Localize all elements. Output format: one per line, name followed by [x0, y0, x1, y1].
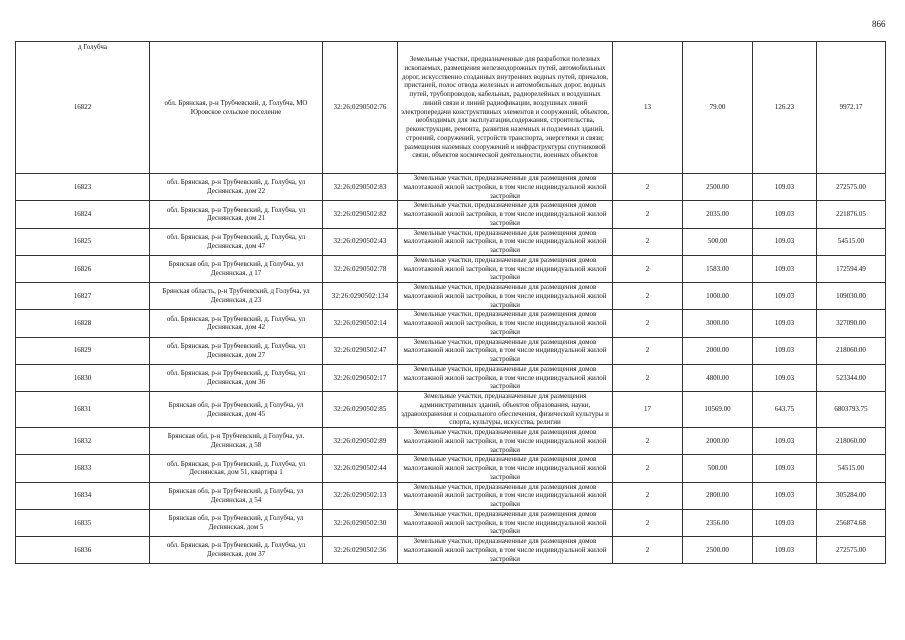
group-code-text: 2 — [645, 373, 650, 382]
unit-price-text: 109.03 — [774, 436, 795, 445]
unit-price — [753, 537, 817, 564]
row-id — [16, 392, 150, 428]
cadastral-value — [817, 228, 886, 255]
unit-price-text: 109.03 — [774, 346, 795, 355]
group-code-text: 13 — [644, 103, 651, 112]
land-purpose — [398, 310, 613, 337]
area-value — [683, 509, 753, 536]
group-code — [613, 310, 683, 337]
unit-price — [753, 174, 817, 201]
land-purpose — [398, 364, 613, 391]
address-cell-text: Брянская обл, р-н Трубчевский, д Голубча, ул Деснянская, дом 5 — [168, 514, 304, 531]
cadastral-number-text: 32:26:0290502:83 — [333, 182, 387, 191]
area-value — [683, 428, 753, 455]
address-cell — [150, 283, 323, 310]
unit-price — [753, 455, 817, 482]
land-purpose — [398, 42, 613, 174]
land-purpose — [398, 482, 613, 509]
land-purpose-text: Земельные участки, предназначенные для размещения домов малоэтажной жилой застройки, в том числе индивидуальной жилой застройки — [403, 428, 607, 454]
row-id-text: 16833 — [73, 464, 92, 472]
group-code — [613, 482, 683, 509]
group-code — [613, 428, 683, 455]
table-row — [16, 428, 886, 455]
land-purpose-text: Земельные участки, предназначенные для размещения домов малоэтажной жилой застройки, в том числе индивидуальной жилой застройки — [403, 228, 607, 254]
row-id-text: 16836 — [73, 545, 92, 554]
land-purpose-text: Земельные участки, предназначенные для размещения домов малоэтажной жилой застройки, в том числе индивидуальной жилой застройки — [403, 509, 607, 536]
land-purpose — [398, 174, 613, 201]
address-cell-text: Брянская область, р-н Трубчевский, д Голубча, ул Деснянская, д 23 — [162, 287, 310, 305]
table-row — [16, 174, 886, 201]
land-purpose — [398, 537, 613, 564]
land-purpose-text: Земельные участки, предназначенные для размещения административных зданий, объектов образования, науки, здравоохранения и социального обеспечения, физической культуры и спорта, культуры, искусства, религии — [401, 392, 609, 427]
cadastral-number-text: 32:26:0290502:13 — [333, 491, 387, 500]
group-code-text: 2 — [645, 182, 650, 191]
area-value-text: 2000.00 — [706, 436, 729, 445]
row-id-text: 16828 — [73, 319, 92, 327]
cadastral-number-text: 32:26:0290502:43 — [333, 237, 387, 246]
row-id — [16, 364, 150, 391]
cadastral-value-text: 172594.49 — [836, 264, 866, 273]
unit-price-text: 126.23 — [774, 103, 795, 112]
table-row — [16, 42, 886, 174]
cadastral-number-text: 32:26:0290502:76 — [333, 103, 387, 112]
group-code — [613, 537, 683, 564]
row-id-text: 16832 — [73, 436, 92, 445]
address-cell-text: Брянская обл, р-н Трубчевский, д Голубча, ул Деснянская, д 17 — [168, 260, 304, 277]
group-code — [613, 228, 683, 255]
area-value — [683, 228, 753, 255]
group-code — [613, 255, 683, 282]
row-id-text: 16827 — [73, 291, 92, 300]
unit-price-text: 109.03 — [774, 237, 795, 246]
address-cell — [150, 455, 323, 482]
address-cell-text: обл. Брянская, р-н Трубчевский, д. Голубча, ул Деснянская, дом 36 — [166, 369, 306, 386]
unit-price — [753, 428, 817, 455]
group-code-text: 2 — [645, 291, 650, 300]
area-value-text: 2356.00 — [706, 518, 729, 527]
cadastral-number-text: 32:26:0290502:82 — [333, 210, 387, 218]
unit-price — [753, 228, 817, 255]
area-value-text: 1583.00 — [706, 264, 729, 273]
area-value — [683, 537, 753, 564]
group-code — [613, 392, 683, 428]
unit-price — [753, 509, 817, 536]
land-purpose-text: Земельные участки, предназначенные для размещения домов малоэтажной жилой застройки, в том числе индивидуальной жилой застройки — [403, 201, 607, 227]
land-purpose-text: Земельные участки, предназначенные для размещения домов малоэтажной жилой застройки, в том числе индивидуальной жилой застройки — [403, 283, 607, 309]
address-cell-text: обл. Брянская, р-н Трубчевский, д. Голубча, ул Деснянская, дом 51, квартира 1 — [166, 459, 306, 477]
cadastral-number — [323, 174, 398, 201]
land-purpose-text: Земельные участки, предназначенные для размещения домов малоэтажной жилой застройки, в том числе индивидуальной жилой застройки — [403, 337, 607, 363]
row-id-text: 16831 — [73, 405, 92, 414]
cadastral-value — [817, 337, 886, 364]
table-row — [16, 392, 886, 428]
table-row — [16, 537, 886, 564]
cadastral-number-text: 32:26:0290502:85 — [333, 405, 387, 414]
area-value-text: 2500.00 — [706, 182, 729, 191]
land-purpose-text: Земельные участки, предназначенные для размещения домов малоэтажной жилой застройки, в том числе индивидуальной жилой застройки — [403, 537, 607, 563]
address-cell — [150, 310, 323, 337]
table-row — [16, 509, 886, 536]
area-value-text: 2035.00 — [706, 210, 729, 218]
group-code — [613, 174, 683, 201]
row-id — [16, 201, 150, 228]
land-purpose-text: Земельные участки, предназначенные для размещения домов малоэтажной жилой застройки, в том числе индивидуальной жилой застройки — [403, 310, 607, 336]
area-value — [683, 201, 753, 228]
cadastral-value — [817, 42, 886, 174]
cadastral-value — [817, 201, 886, 228]
address-cell — [150, 364, 323, 391]
unit-price-text: 109.03 — [774, 319, 795, 327]
unit-price-text: 109.03 — [774, 545, 795, 554]
group-code-text: 2 — [645, 436, 650, 445]
group-code-text: 2 — [645, 491, 650, 500]
group-code-text: 2 — [645, 518, 650, 527]
unit-price — [753, 392, 817, 428]
address-cell-text: обл. Брянская, р-н Трубчевский, д. Голубча, ул Деснянская, дом 37 — [166, 541, 306, 559]
row-id — [16, 337, 150, 364]
group-code-text: 2 — [645, 464, 650, 472]
row-id-text: 16825 — [73, 237, 92, 246]
land-purpose — [398, 283, 613, 310]
unit-price — [753, 364, 817, 391]
address-cell-text: Брянская обл, р-н Трубчевский, д Голубча, ул Деснянская, д 54 — [168, 486, 304, 504]
unit-price-text: 109.03 — [774, 518, 795, 527]
row-id — [16, 509, 150, 536]
area-value-text: 4800.00 — [706, 373, 729, 382]
row-id-text: 16822 — [73, 103, 92, 112]
cadastral-value — [817, 174, 886, 201]
group-code — [613, 201, 683, 228]
row-id — [16, 174, 150, 201]
unit-price-text: 109.03 — [774, 291, 795, 300]
address-cell — [150, 228, 323, 255]
land-purpose — [398, 428, 613, 455]
cadastral-number — [323, 201, 398, 228]
land-purpose — [398, 509, 613, 536]
row-id-text: 16826 — [73, 264, 92, 273]
cadastral-number-text: 32:26:0290502:134 — [331, 291, 389, 300]
cadastral-value-text: 221876.05 — [836, 210, 866, 218]
area-value-text: 2800.00 — [706, 491, 729, 500]
unit-price — [753, 255, 817, 282]
land-purpose-text: Земельные участки, предназначенные для размещения домов малоэтажной жилой застройки, в том числе индивидуальной жилой застройки — [403, 364, 607, 391]
unit-price — [753, 42, 817, 174]
unit-price — [753, 201, 817, 228]
cadastral-value — [817, 392, 886, 428]
page-number: 866 — [872, 19, 886, 29]
address-cell — [150, 509, 323, 536]
cadastral-number — [323, 337, 398, 364]
area-value-text: 500.00 — [707, 464, 728, 472]
unit-price-text: 109.03 — [774, 491, 795, 500]
table-row — [16, 482, 886, 509]
cadastral-number — [323, 310, 398, 337]
cadastral-value — [817, 509, 886, 536]
cadastral-value-text: 9972.17 — [839, 103, 863, 112]
area-value-text: 500.00 — [707, 237, 728, 246]
address-cell — [150, 42, 323, 174]
table-row — [16, 201, 886, 228]
area-value — [683, 255, 753, 282]
cadastral-number — [323, 283, 398, 310]
cadastral-number-text: 32:26:0290502:17 — [333, 373, 387, 382]
row-id-text: 16823 — [73, 182, 92, 191]
address-cell-text: обл. Брянская, р-н Трубчевский, д. Голубча, ул Деснянская, дом 22 — [166, 178, 306, 196]
unit-price-text: 109.03 — [774, 210, 795, 218]
area-value-text: 79.00 — [709, 103, 726, 112]
row-id-text: 16835 — [73, 518, 92, 527]
address-cell-text: обл. Брянская, р-н Трубчевский, д. Голубча, ул Деснянская, дом 47 — [166, 232, 306, 250]
cadastral-number — [323, 364, 398, 391]
unit-price — [753, 337, 817, 364]
cadastral-value — [817, 455, 886, 482]
row-id-text: 16834 — [73, 491, 92, 500]
group-code — [613, 337, 683, 364]
cadastral-value — [817, 482, 886, 509]
cadastral-value-text: 109030.00 — [836, 291, 866, 300]
cadastral-value-text: 54515.00 — [837, 237, 865, 246]
cadastral-number — [323, 537, 398, 564]
unit-price-text: 109.03 — [774, 264, 795, 273]
table-row — [16, 228, 886, 255]
unit-price — [753, 310, 817, 337]
address-cell — [150, 255, 323, 282]
row-id — [16, 428, 150, 455]
address-cell-text: обл. Брянская, р-н Трубчевский, д. Голубча, ул Деснянская, дом 42 — [166, 314, 306, 332]
cadastral-number — [323, 482, 398, 509]
address-cell — [150, 337, 323, 364]
unit-price — [753, 482, 817, 509]
land-purpose-text: Земельные участки, предназначенные для разработки полезных ископаемых, размещения железнодорожных путей, автомобильных дорог, искусственно созданных внутренних водных путей, причалов, пристаней, полос отвода железных и автомобильных дорог, водных путей, трубопроводов, кабельных, радиорелейных и воздушных линий связи и линий радиофикации, воздушных линий электропередачи конструктивных элементов и сооружений, объектов, необходимых для эксплуатации,содержания, строительства, реконструкции, ремонта, развития наземных и подземных зданий, строений, сооружений, устройств транспорта, энергетики и связи; размещения наземных сооружений и инфраструктуры спутниковой связи, объектов космической деятельности, военных объектов — [400, 55, 609, 160]
land-purpose-text: Земельные участки, предназначенные для размещения домов малоэтажной жилой застройки, в том числе индивидуальной жилой застройки — [403, 455, 607, 481]
address-cell — [150, 392, 323, 428]
area-value-text: 2500.00 — [706, 545, 729, 554]
cadastral-number — [323, 228, 398, 255]
cadastral-number-text: 32:26:0290502:30 — [333, 518, 387, 527]
address-cell-text: обл. Брянская, р-н Трубчевский, д. Голубча, ул Деснянская, дом 27 — [166, 341, 306, 359]
table-row — [16, 283, 886, 310]
address-cell-text: обл. Брянская, р-н Трубчевский, д. Голубча, ул Деснянская, дом 21 — [166, 205, 306, 223]
unit-price-text: 643.75 — [774, 405, 795, 414]
address-cell — [150, 537, 323, 564]
group-code-text: 2 — [645, 237, 650, 246]
row-id — [16, 537, 150, 564]
cadastral-value — [817, 364, 886, 391]
area-value — [683, 310, 753, 337]
group-code-text: 2 — [645, 545, 650, 554]
land-purpose — [398, 392, 613, 428]
cadastral-value — [817, 255, 886, 282]
cadastral-value-text: 523344.00 — [836, 373, 866, 382]
table-row — [16, 455, 886, 482]
address-cell — [150, 482, 323, 509]
cadastral-number — [323, 428, 398, 455]
area-value — [683, 42, 753, 174]
land-purpose — [398, 255, 613, 282]
group-code — [613, 42, 683, 174]
group-code-text: 2 — [645, 264, 650, 273]
cadastral-value-text: 218060.00 — [836, 436, 866, 445]
row-id — [16, 228, 150, 255]
cadastral-value-text: 305284.00 — [836, 491, 866, 500]
cadastral-number-text: 32:26:0290502:89 — [333, 436, 387, 445]
area-value — [683, 455, 753, 482]
unit-price-text: 109.03 — [774, 182, 795, 191]
group-code-text: 2 — [645, 346, 650, 355]
table-row — [16, 364, 886, 391]
cadastral-number-text: 32:26:0290502:47 — [333, 346, 387, 355]
area-value — [683, 283, 753, 310]
row-id — [16, 283, 150, 310]
cadastral-value-text: 272575.00 — [836, 182, 866, 191]
address-cell-text: Брянская обл, р-н Трубчевский, д Голубча, ул. Деснянская, д 58 — [167, 432, 305, 450]
address-cell — [150, 428, 323, 455]
group-code — [613, 455, 683, 482]
row-id — [16, 255, 150, 282]
cadastral-number-text: 32:26:0290502:14 — [333, 319, 387, 327]
cadastral-value-text: 327090.00 — [836, 319, 866, 327]
cadastral-value — [817, 283, 886, 310]
group-code — [613, 509, 683, 536]
area-value-text: 2000.00 — [706, 346, 729, 355]
cadastral-value-text: 218060.00 — [836, 346, 866, 355]
unit-price — [753, 283, 817, 310]
address-cell — [150, 201, 323, 228]
row-id — [16, 310, 150, 337]
land-purpose-text: Земельные участки, предназначенные для размещения домов малоэтажной жилой застройки, в том числе индивидуальной жилой застройки — [403, 255, 607, 282]
cadastral-number — [323, 455, 398, 482]
cadastral-value-text: 54515.00 — [837, 464, 865, 472]
area-value-text: 10569.00 — [704, 405, 731, 414]
cadastral-number — [323, 509, 398, 536]
cadastral-value — [817, 310, 886, 337]
area-value-text: 3000.00 — [706, 319, 729, 327]
row-id — [16, 455, 150, 482]
cadastral-value-text: 256874.68 — [836, 518, 866, 527]
cadastral-number-text: 32:26:0290502:44 — [333, 464, 387, 472]
row-id — [16, 42, 150, 174]
group-code-text: 2 — [645, 319, 650, 327]
cadastral-value-text: 6803793.75 — [834, 405, 868, 414]
cadastral-number — [323, 255, 398, 282]
group-code-text: 2 — [645, 210, 650, 218]
land-purpose — [398, 228, 613, 255]
area-value — [683, 364, 753, 391]
cadastral-number — [323, 392, 398, 428]
row-id-text: 16824 — [73, 210, 92, 218]
area-value — [683, 174, 753, 201]
land-purpose — [398, 337, 613, 364]
cadastral-value — [817, 428, 886, 455]
land-purpose-text: Земельные участки, предназначенные для размещения домов малоэтажной жилой застройки, в том числе индивидуальной жилой застройки — [403, 174, 607, 200]
group-code-text: 17 — [644, 405, 651, 414]
area-value — [683, 337, 753, 364]
cadastral-number — [323, 42, 398, 174]
land-purpose-text: Земельные участки, предназначенные для размещения домов малоэтажной жилой застройки, в том числе индивидуальной жилой застройки — [403, 482, 607, 508]
land-register-table — [15, 41, 886, 564]
group-code — [613, 364, 683, 391]
land-purpose — [398, 455, 613, 482]
group-code — [613, 283, 683, 310]
address-cell-text: обл. Брянская, р-н Трубчевский, д. Голубча, МО Юровское сельское поселение — [164, 98, 308, 116]
cadastral-number-text: 32:26:0290502:78 — [333, 264, 387, 273]
land-purpose — [398, 201, 613, 228]
table-row — [16, 255, 886, 282]
cadastral-value — [817, 537, 886, 564]
cadastral-value-text: 272575.00 — [836, 545, 866, 554]
unit-price-text: 109.03 — [774, 373, 795, 382]
address-cell — [150, 174, 323, 201]
unit-price-text: 109.03 — [774, 464, 795, 472]
area-value — [683, 482, 753, 509]
cadastral-number-text: 32:26:0290502:36 — [333, 545, 387, 554]
table-row — [16, 337, 886, 364]
row-id-text: 16829 — [73, 346, 92, 355]
area-value — [683, 392, 753, 428]
row-id — [16, 482, 150, 509]
table-row — [16, 310, 886, 337]
address-cell-text: Брянская обл, р-н Трубчевский, д Голубча, ул Деснянская, дом 45 — [168, 400, 304, 418]
row-id-text: 16830 — [73, 373, 92, 382]
area-value-text: 1000.00 — [706, 291, 729, 300]
locality-fragment: д Голубча — [78, 43, 107, 51]
